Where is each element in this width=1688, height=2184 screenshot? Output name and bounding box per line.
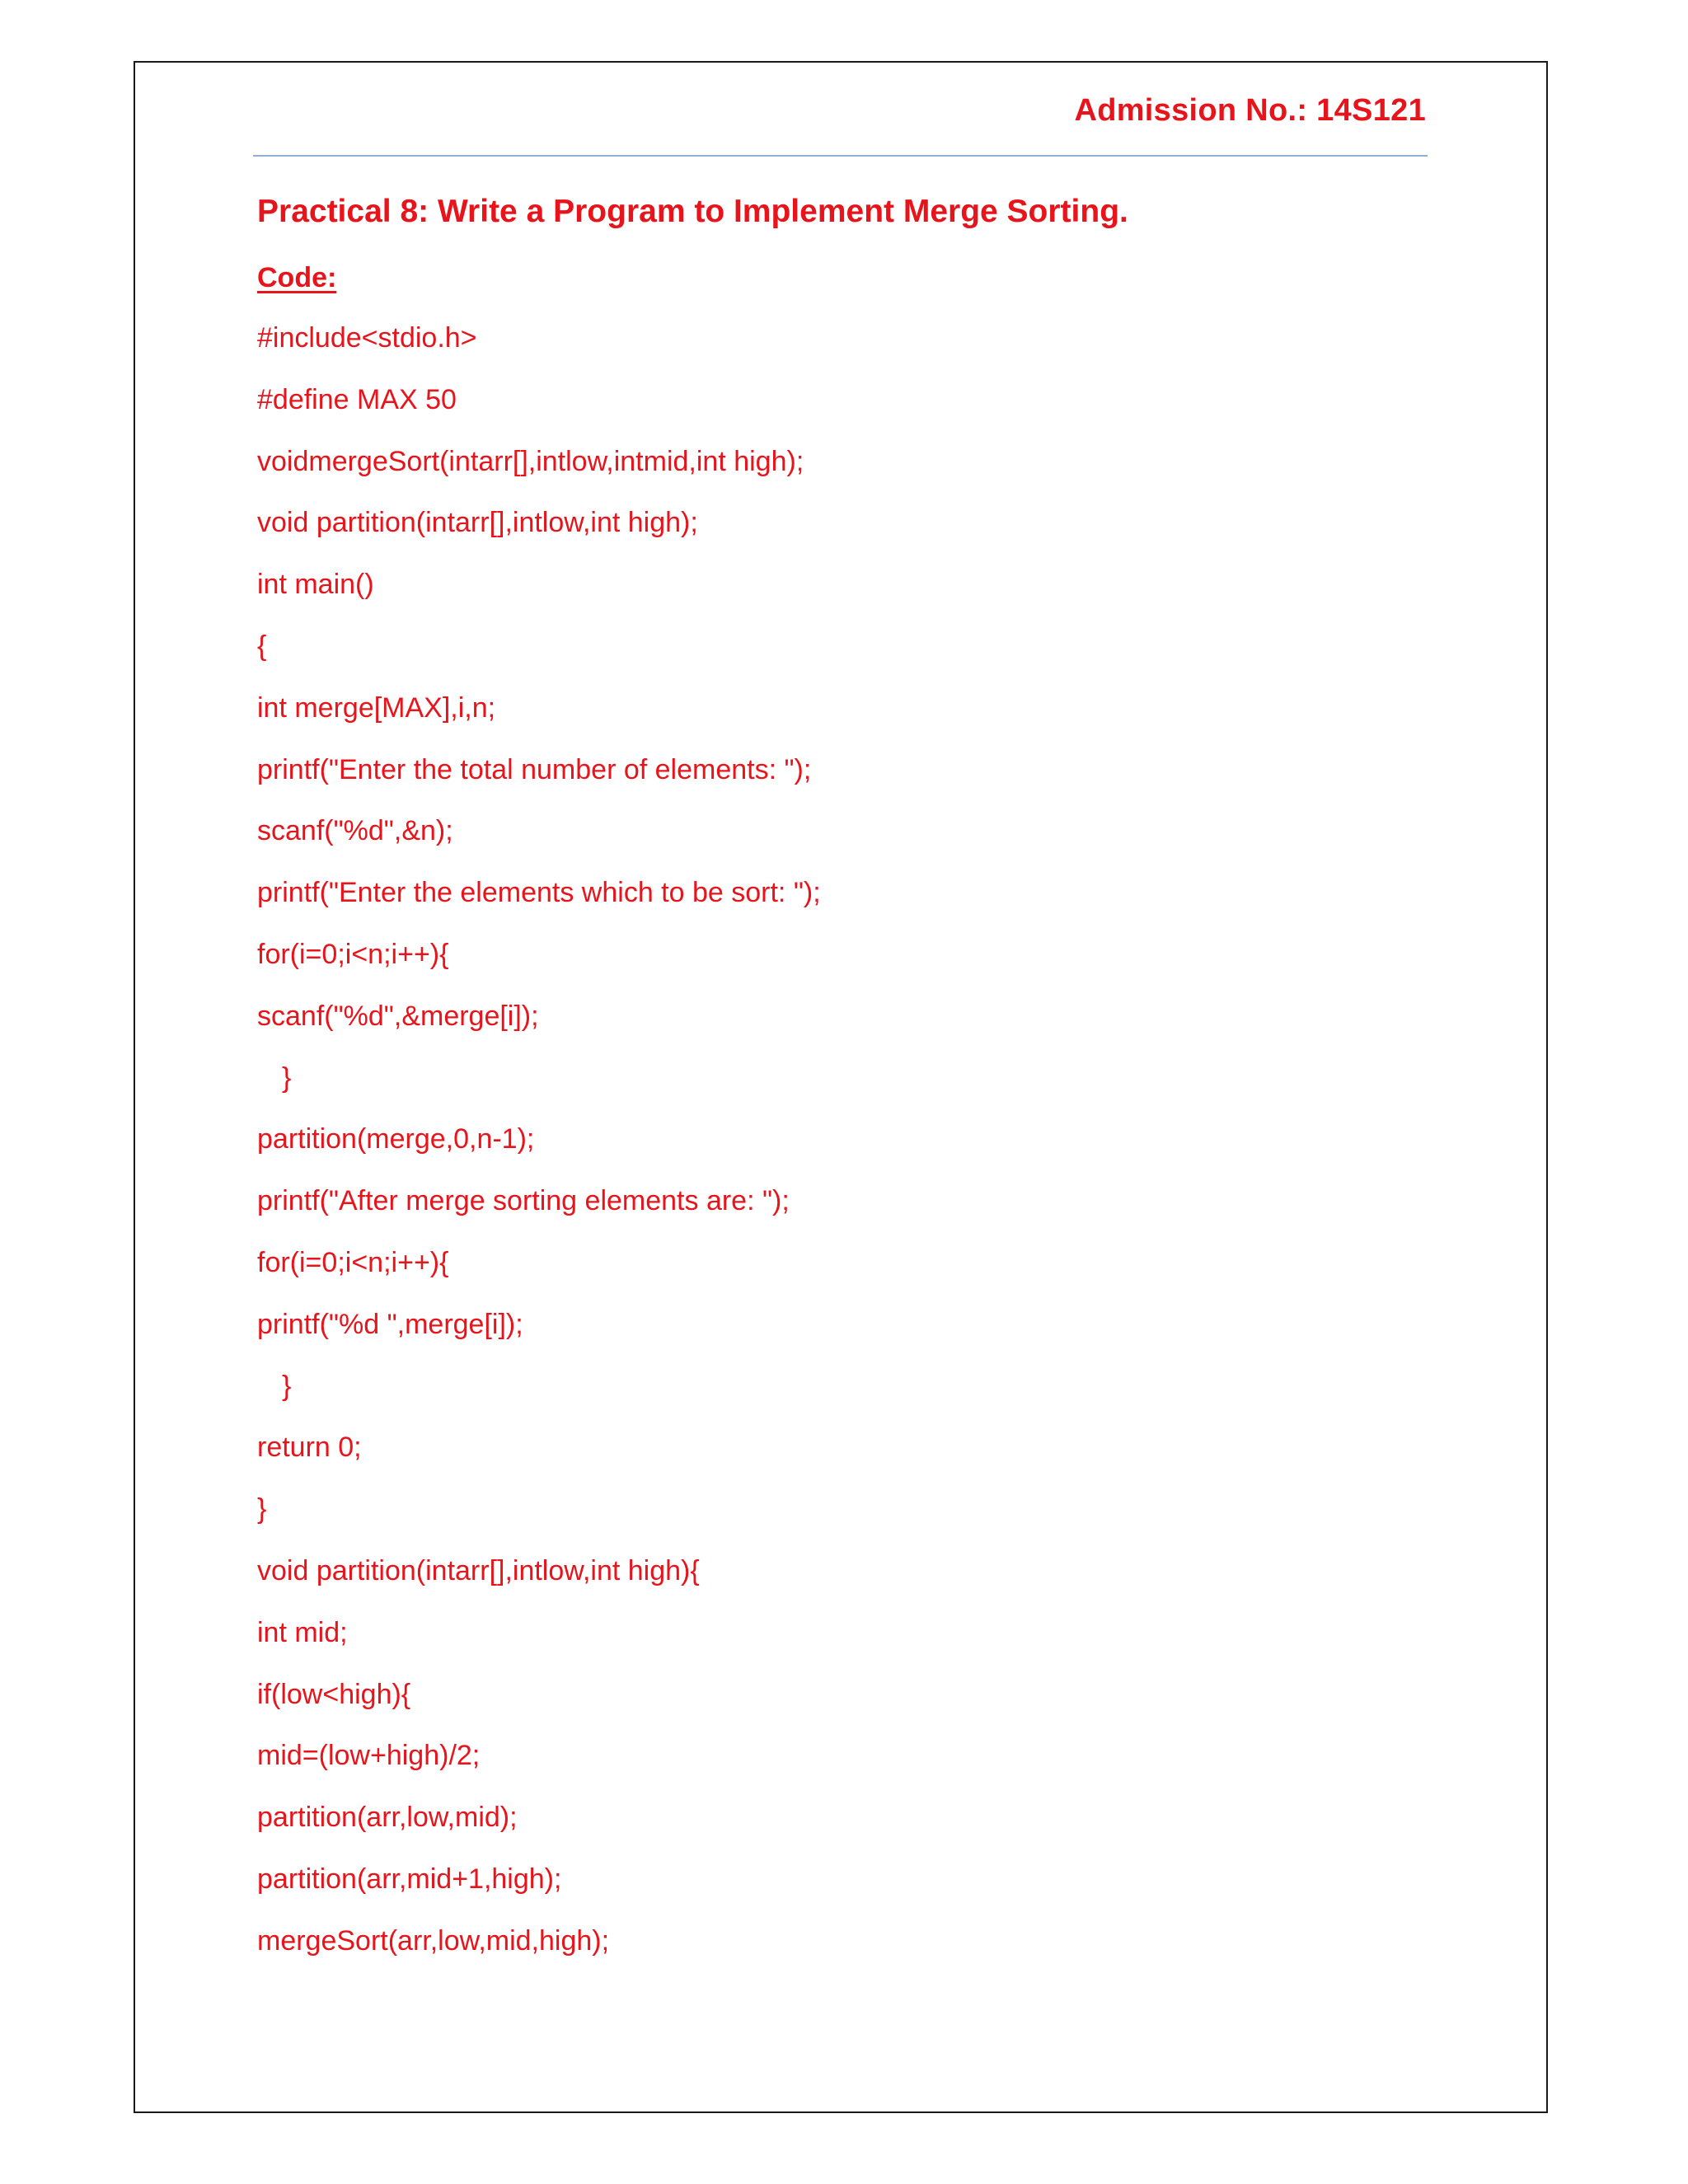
code-line: mergeSort(arr,low,mid,high); xyxy=(257,1924,610,1957)
code-line: partition(arr,low,mid); xyxy=(257,1802,518,1834)
code-line: return 0; xyxy=(257,1432,362,1464)
code-label: Code: xyxy=(257,262,337,293)
code-line: partition(arr,mid+1,high); xyxy=(257,1863,562,1895)
code-line: printf("%d ",merge[i]); xyxy=(257,1308,523,1340)
code-line: void partition(intarr[],intlow,int high){ xyxy=(257,1554,700,1586)
page-title: Practical 8: Write a Program to Implement Merge Sorting. xyxy=(257,194,1128,229)
code-line: } xyxy=(257,1493,267,1526)
admission-number: Admission No.: 14S121 xyxy=(1074,93,1426,128)
code-line: mid=(low+high)/2; xyxy=(257,1740,481,1772)
code-line: scanf("%d",&merge[i]); xyxy=(257,1000,539,1032)
code-line: partition(merge,0,n-1); xyxy=(257,1123,535,1155)
code-line: for(i=0;i<n;i++){ xyxy=(257,938,449,970)
code-line: for(i=0;i<n;i++){ xyxy=(257,1246,449,1278)
code-line: printf("Enter the total number of elements: "); xyxy=(257,753,812,785)
code-line: #define MAX 50 xyxy=(257,383,457,415)
code-line: } xyxy=(282,1370,292,1402)
code-line: printf("After merge sorting elements are: "); xyxy=(257,1185,790,1217)
code-line: int mid; xyxy=(257,1616,348,1648)
code-line: #include<stdio.h> xyxy=(257,322,477,354)
code-line: } xyxy=(282,1062,292,1094)
code-line: int main() xyxy=(257,569,374,601)
code-line: void partition(intarr[],intlow,int high); xyxy=(257,507,698,539)
code-line: scanf("%d",&n); xyxy=(257,815,453,847)
code-line: if(low<high){ xyxy=(257,1678,411,1710)
code-line: printf("Enter the elements which to be sort: "); xyxy=(257,877,821,909)
code-line: { xyxy=(257,630,267,662)
code-line: voidmergeSort(intarr[],intlow,intmid,int high); xyxy=(257,445,804,477)
header-rule xyxy=(253,155,1428,157)
code-block xyxy=(257,321,821,1986)
code-line: int merge[MAX],i,n; xyxy=(257,691,496,724)
